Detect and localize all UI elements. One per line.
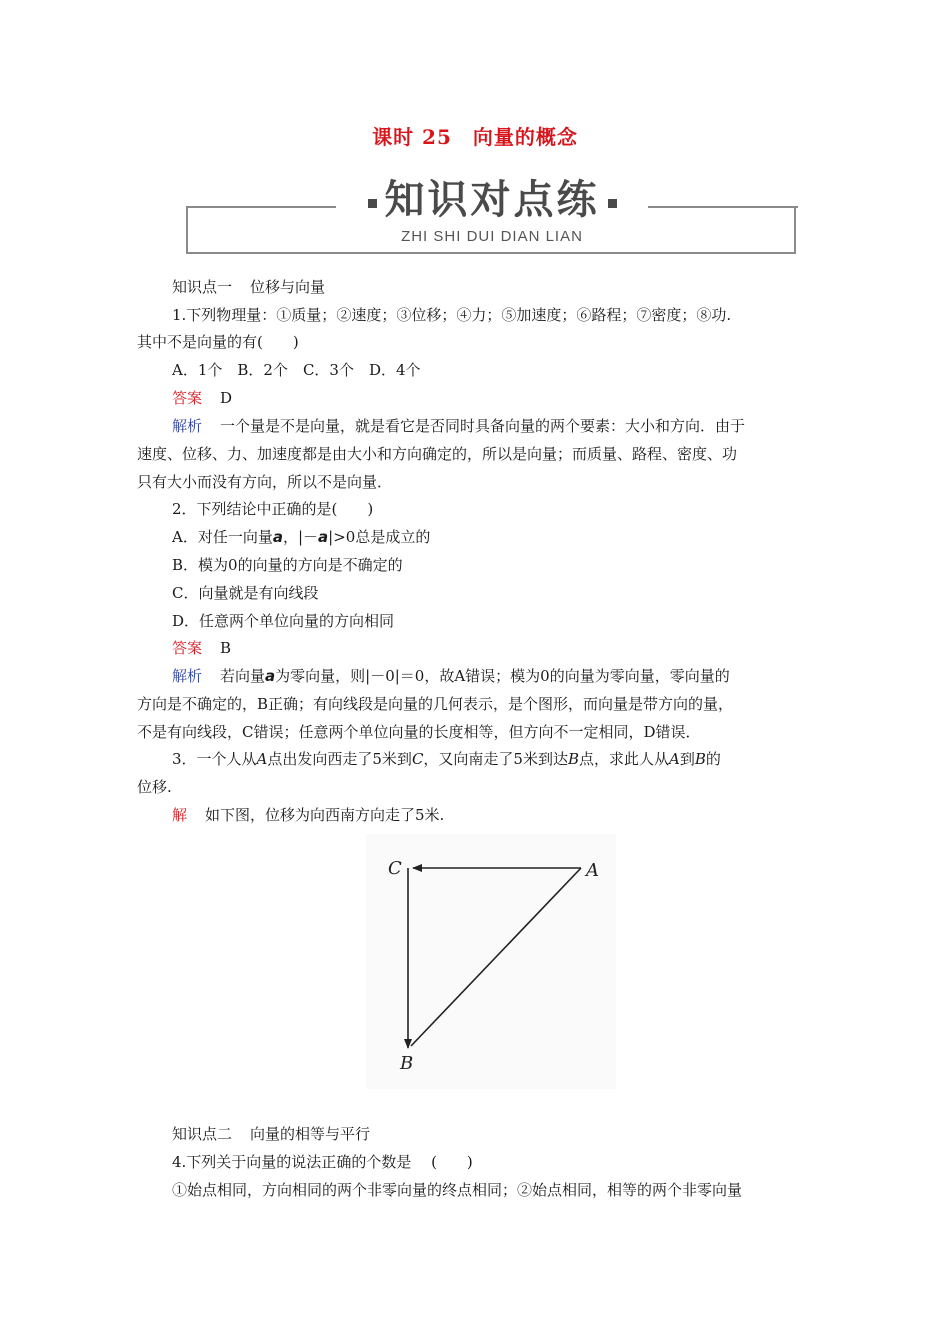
q1-analysis [172,416,745,436]
q1-stem-cont: 其中不是向量的有( ) [137,333,299,351]
section-label: 知识点二 [172,1125,233,1143]
banner-title [186,176,798,224]
analysis-label: 解析 [172,667,203,685]
analysis-pre: 若向量 [220,667,266,685]
section-label: 知识点一 [172,278,233,296]
opt-a-pre: A．对任一向量 [172,528,273,546]
answer-value: D [220,389,233,407]
q2-analysis-l2: 方向是不确定的，B正确；有向线段是向量的几何表示，是个图形，而向量是带方向的量， [137,695,734,713]
q3-text: 点出发向西走了5米到 [267,750,412,768]
solution-text: 如下图，位移为向西南方向走了5米. [205,806,445,824]
q3-text: 的 [705,750,721,768]
q1-stem: 1.下列物理量：①质量；②速度；③位移；④力；⑤加速度；⑥路程；⑦密度；⑧功. [172,306,732,324]
answer-label: 答案 [172,639,203,657]
banner-square-left [368,199,377,208]
triangle-diagram [366,834,616,1089]
q4-line2: ①始点相同，方向相同的两个非零向量的终点相同；②始点相同，相等的两个非零向量 [172,1181,743,1199]
q1-analysis-l3: 只有大小而没有方向，所以不是向量． [137,473,393,491]
point-a: A [256,750,268,768]
point-c: C [411,750,424,768]
q1-options: A．1个 B．2个 C．3个 D．4个 [172,361,421,379]
banner-square-right [608,199,617,208]
q2-analysis-l3: 不是有向线段，C错误；任意两个单位向量的长度相等，但方向不一定相同，D错误． [137,723,701,741]
banner-title-text: 知识对点练 [384,176,600,223]
displacement-figure [366,834,616,1089]
q3-stem-cont: 位移. [137,778,172,796]
q2-stem: 2．下列结论中正确的是( ) [172,500,374,518]
analysis-text: 一个量是不是向量，就是看它是否同时具备向量的两个要素：大小和方向．由于 [220,417,746,435]
label-c: C [388,858,402,879]
point-b: B [567,750,579,768]
vector-ab [411,868,581,1046]
q3-text: 3．一个人从 [172,750,257,768]
banner-subtitle: ZHI SHI DUI DIAN LIAN [401,228,583,245]
vector-a: a [318,528,329,546]
label-b: B [400,1053,414,1074]
q3-text: ，又向南走了5米到达 [423,750,568,768]
q2-answer [172,638,231,658]
answer-value: B [220,639,232,657]
section-heading-1 [172,277,325,297]
point-b: B [694,750,706,768]
answer-label: 答案 [172,389,203,407]
analysis-post: 为零向量，则|－0|＝0，故A错误；模为0的向量为零向量，零向量的 [275,667,730,685]
section-banner [186,176,798,256]
page-title: 课时 25 向量的概念 [372,125,578,149]
q1-analysis-l2: 速度、位移、力、加速度都是由大小和方向确定的，所以是向量；而质量、路程、密度、功 [137,445,738,463]
section-name: 位移与向量 [250,278,326,296]
q4-stem: 4.下列关于向量的说法正确的个数是 ( ) [172,1153,473,1171]
label-a: A [586,860,599,881]
opt-a-post: |>0总是成立的 [328,528,431,546]
q3-solution [172,805,444,825]
q2-option-d: D．任意两个单位向量的方向相同 [172,612,395,630]
q3-text: 点，求此人从 [579,750,670,768]
opt-a-mid: ，|－ [282,528,319,546]
section-name: 向量的相等与平行 [250,1125,371,1143]
analysis-label: 解析 [172,417,203,435]
section-heading-2 [172,1124,370,1144]
q2-option-b: B．模为0的向量的方向是不确定的 [172,556,403,574]
point-a: A [669,750,680,768]
q2-option-a [172,527,430,547]
q3-stem [172,749,721,769]
vector-a: a [272,528,283,546]
q3-text: 到 [679,750,695,768]
solution-label: 解 [172,806,188,824]
q2-option-c: C．向量就是有向线段 [172,584,319,602]
q2-analysis [172,666,730,686]
q1-answer [172,388,232,408]
vector-a: a [265,667,276,685]
